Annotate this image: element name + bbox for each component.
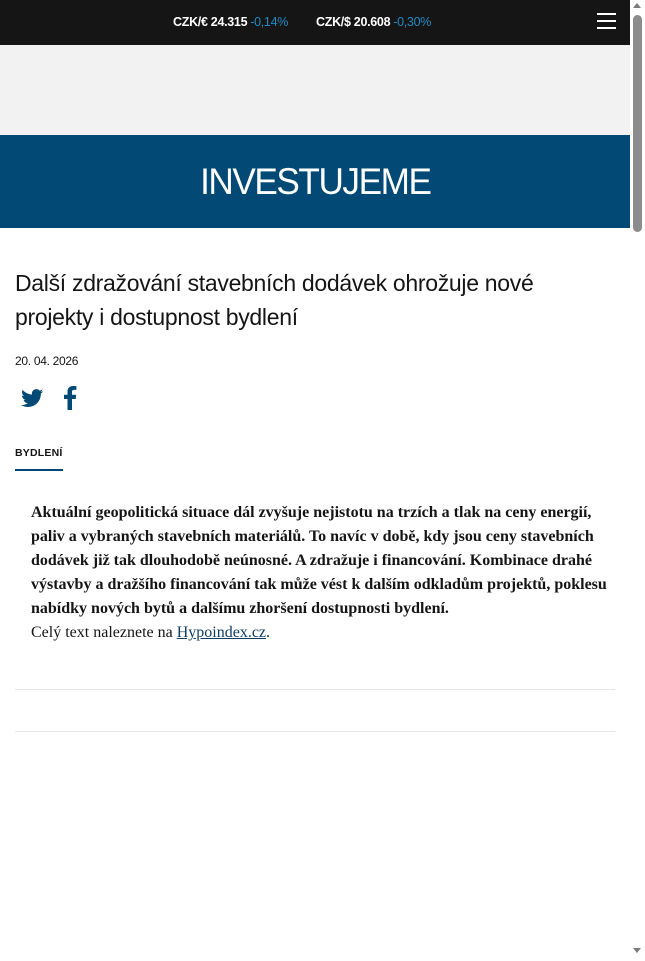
- ticker-usd-rate: CZK/$ 20.608: [316, 15, 391, 29]
- scroll-down-icon[interactable]: [633, 948, 641, 953]
- category-tag[interactable]: BYDLENÍ: [15, 447, 63, 471]
- facebook-icon[interactable]: [63, 386, 77, 410]
- ticker-usd-change: -0,30%: [393, 15, 432, 29]
- ticker-eur-change: -0,14%: [250, 15, 289, 29]
- ticker-eur: [173, 15, 288, 29]
- article-lead: Aktuální geopolitická situace dál zvyšuje nejistotu na trzích a tlak na ceny energií, paliv a vybraných stavebních materiálů. To navíc v době, kdy jsou ceny stavebních dodávek již tak dlouhodobě neúnosné. A zdražuje i financování. Kombinace drahé výstavby a dražšího financování tak může vést k dalším odkladům projektů, poklesu nabídky nových bytů a dalšímu zhoršení dostupnosti bydlení.: [31, 504, 607, 617]
- ticker-usd: [316, 15, 431, 29]
- source-prefix: Celý text naleznete na: [31, 624, 177, 641]
- brand-banner: [0, 135, 630, 228]
- source-link[interactable]: Hypoindex.cz: [176, 624, 267, 641]
- ticker-eur-rate: CZK/€ 24.315: [173, 15, 248, 29]
- divider: [15, 689, 615, 690]
- scroll-up-icon[interactable]: [633, 3, 641, 8]
- article-date: 20. 04. 2026: [15, 354, 79, 368]
- article-title: Další zdražování stavebních dodávek ohrožuje nové projekty i dostupnost bydlení: [15, 270, 534, 330]
- scrollbar-thumb[interactable]: [633, 15, 642, 232]
- ad-placeholder: [0, 45, 630, 135]
- hamburger-icon[interactable]: [597, 13, 616, 31]
- source-suffix: .: [266, 624, 271, 641]
- article-body: [31, 501, 611, 645]
- site-logo[interactable]: INVESTUJEME: [199, 161, 431, 202]
- divider: [15, 731, 615, 732]
- top-bar: [0, 0, 630, 45]
- twitter-icon[interactable]: [21, 387, 44, 409]
